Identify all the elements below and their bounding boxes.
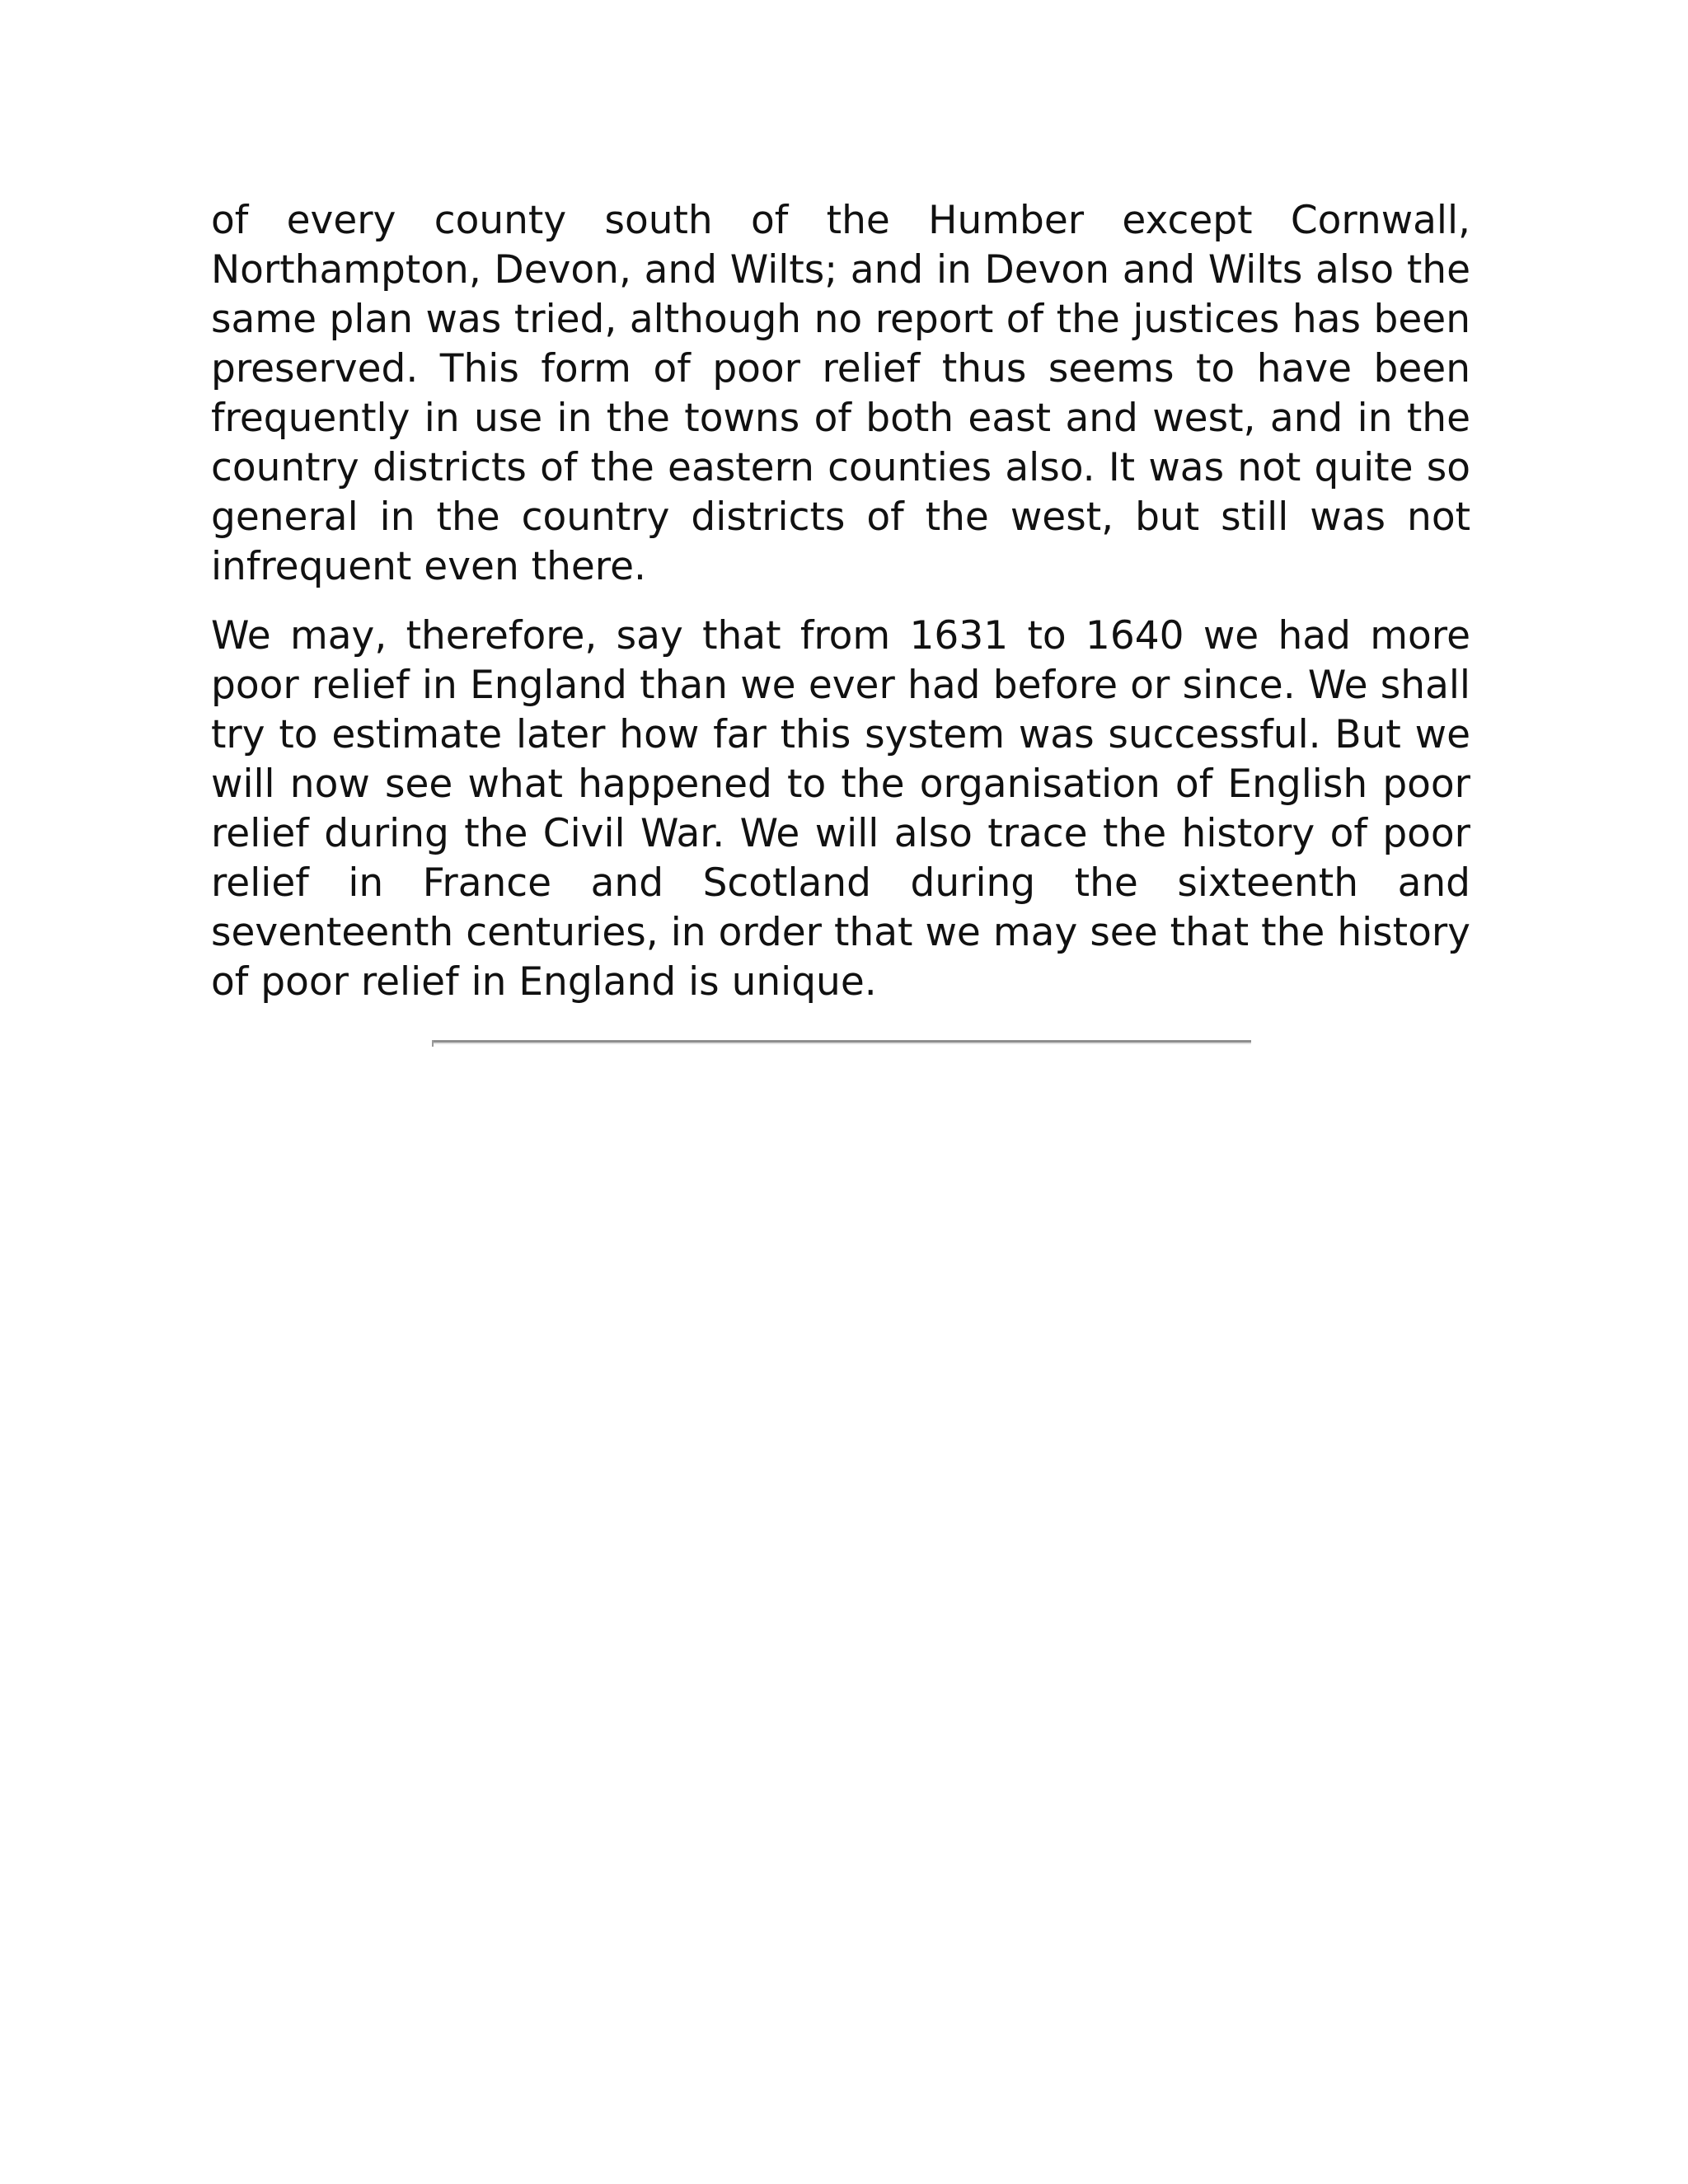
body-text: [211, 196, 1470, 1027]
paragraph-1: of every county south of the Humber except Cornwall, Northampton, Devon, and Wilts; and in Devon and Wilts also the same plan was tried, although no report of the justices has been preserved. This form of poor relief thus seems to have been frequently in use in the towns of both east and west, and in the country districts of the eastern counties also. It was not quite so general in the country districts of the west, but still was not infrequent even there.: [211, 198, 1470, 589]
section-divider: [432, 1040, 1251, 1044]
paragraph-2: We may, therefore, say that from 1631 to 1640 we had more poor relief in England than we ever had before or since. We shall try to estimate later how far this system was successful. But we will now see what happened to the organisation of English poor relief during the Civil War. We will also trace the history of poor relief in France and Scotland during the sixteenth and seventeenth centuries, in order that we may see that the history of poor relief in England is unique.: [211, 613, 1470, 1005]
